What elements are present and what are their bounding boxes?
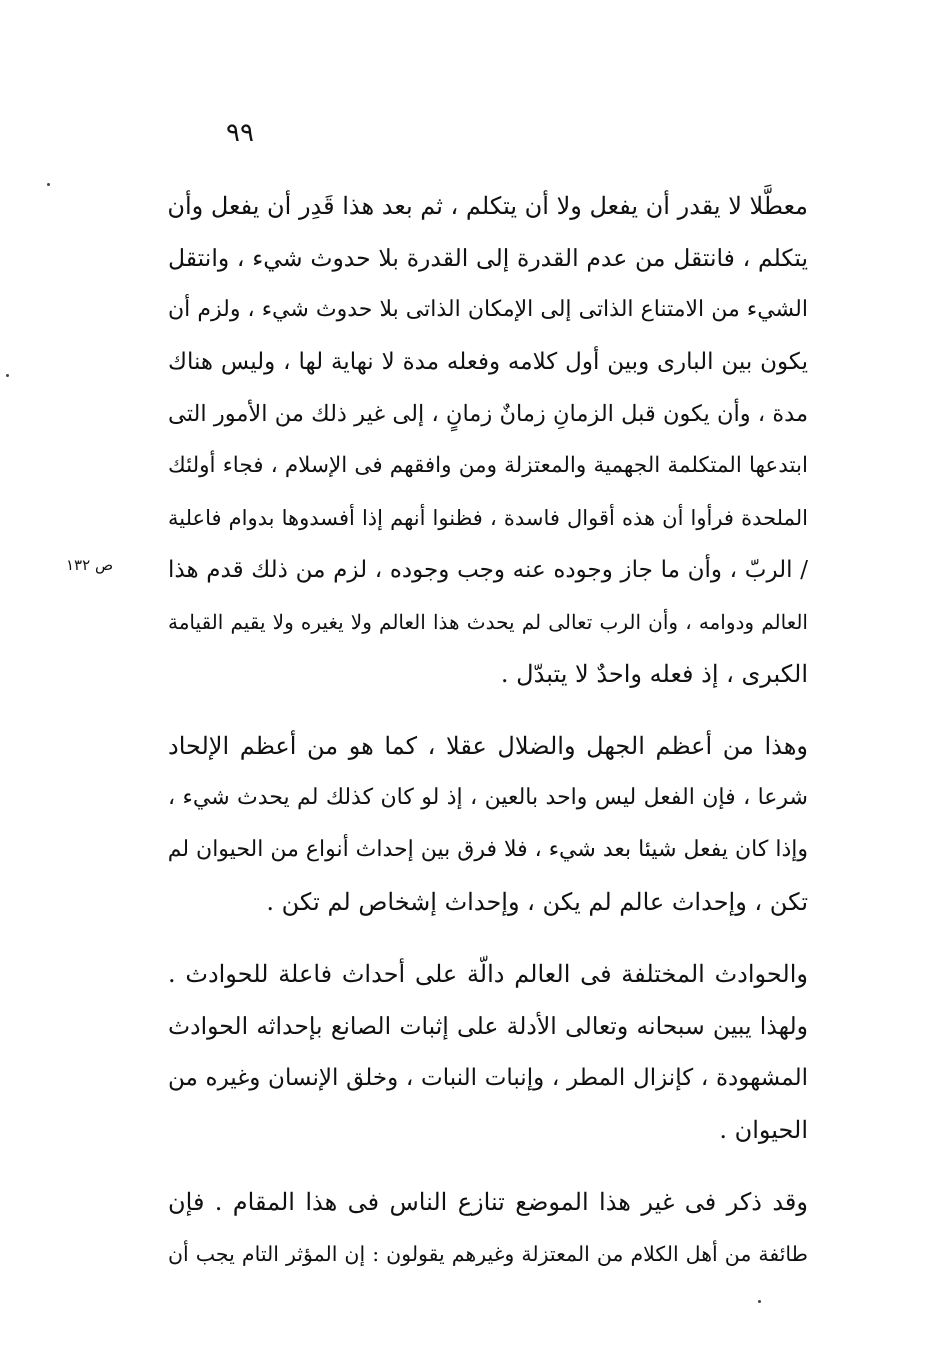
paragraph-4 (168, 1176, 808, 1280)
text-line: وإذا كان يفعل شيئا بعد شيء ، فلا فرق بين إحداث أنواع من الحيوان لم (167, 837, 808, 862)
text-line: وهذا من أعظم الجهل والضلال عقلا ، كما هو من أعظم الإلحاد (168, 732, 808, 760)
text-line: يكون بين البارى وبين أول كلامه وفعله مدة لا نهاية لها ، وليس هناك (168, 349, 808, 375)
text-line: العالم ودوامه ، وأن الرب تعالى لم يحدث هذا العالم ولا يغيره ولا يقيم القيامة (168, 610, 808, 634)
paragraph-3 (168, 948, 808, 1156)
text-line: الشيء من الامتناع الذاتى إلى الإمكان الذاتى بلا حدوث شيء ، ولزم أن (168, 297, 808, 322)
page-number: ٩٩ (226, 118, 254, 148)
text-line: ولهذا يبين سبحانه وتعالى الأدلة على إثبات الصانع بإحداثه الحوادث (168, 1012, 808, 1040)
scan-speck (758, 1300, 761, 1303)
text-line: تكن ، وإحداث عالم لم يكن ، وإحداث إشخاص لم تكن . (266, 888, 808, 916)
scan-speck (6, 374, 9, 377)
text-line: وقد ذكر فى غير هذا الموضع تنازع الناس فى هذا المقام . فإن (168, 1188, 808, 1216)
text-line: ابتدعها المتكلمة الجهمية والمعتزلة ومن وافقهم فى الإسلام ، فجاء أولئك (168, 453, 808, 478)
text-line: معطَّلا لا يقدر أن يفعل ولا أن يتكلم ، ثم بعد هذا قَدِر أن يفعل وأن (167, 192, 808, 220)
text-line: والحوادث المختلفة فى العالم دالّة على أحداث فاعلة للحوادث . (168, 960, 808, 988)
text-line: / الربّ ، وأن ما جاز وجوده عنه وجب وجوده ، لزم من ذلك قدم هذا (168, 557, 808, 583)
scan-speck (47, 183, 50, 186)
margin-page-reference: ص ١٣٢ (66, 556, 114, 574)
text-line: طائفة من أهل الكلام من المعتزلة وغيرهم يقولون : إن المؤثر التام يجب أن (168, 1242, 808, 1266)
text-line: الكبرى ، إذ فعله واحدٌ لا يتبدّل . (500, 660, 808, 688)
body-text (168, 180, 808, 1300)
text-line: الحيوان . (719, 1116, 808, 1144)
text-line: مدة ، وأن يكون قبل الزمانِ زمانٌ زمانٍ ، إلى غير ذلك من الأمور التى (168, 401, 808, 427)
paragraph-2 (168, 720, 808, 928)
text-line: يتكلم ، فانتقل من عدم القدرة إلى القدرة بلا حدوث شيء ، وانتقل (168, 244, 808, 272)
paragraph-1 (168, 180, 808, 700)
text-line: المشهودة ، كإنزال المطر ، وإنبات النبات ، وخلق الإنسان وغيره من (168, 1065, 808, 1091)
text-line: الملحدة فرأوا أن هذه أقوال فاسدة ، فظنوا أنهم إذا أفسدوها بدوام فاعلية (168, 506, 808, 530)
text-line: شرعا ، فإن الفعل ليس واحد بالعين ، إذ لو كان كذلك لم يحدث شيء ، (168, 785, 808, 810)
